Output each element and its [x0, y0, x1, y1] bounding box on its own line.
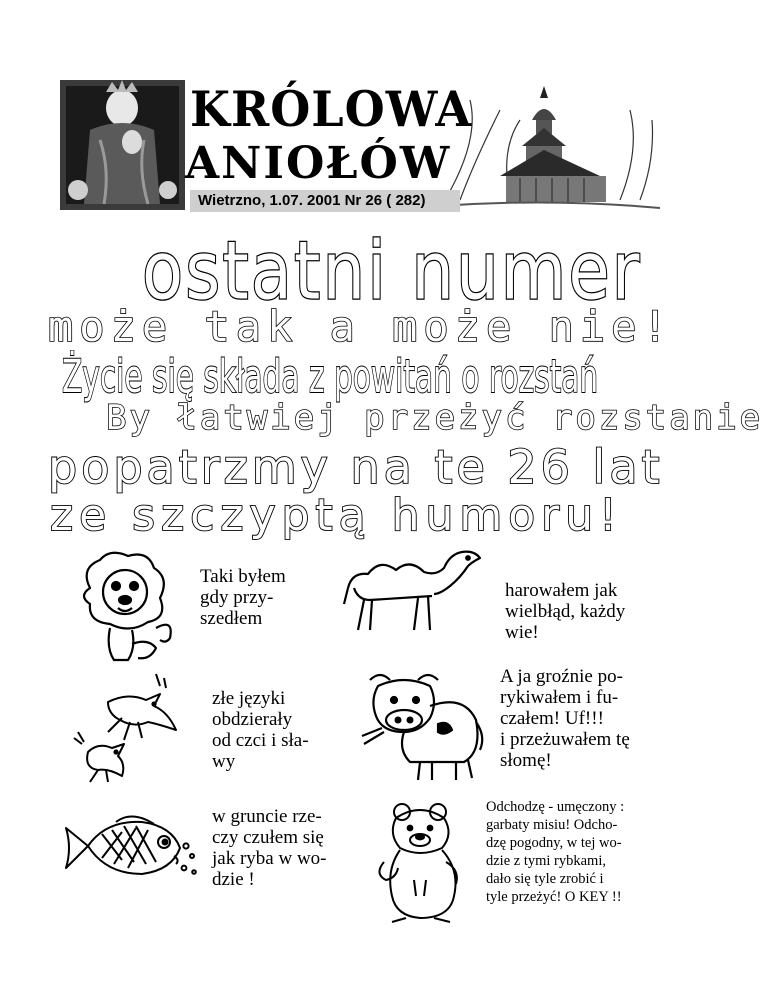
headline-zycie: Życie się składa z powitań o rozstań — [62, 350, 599, 403]
caption-line: A ja groźnie po- — [500, 666, 623, 687]
caption-line: rykiwałem i fu- — [500, 687, 619, 708]
caption-line: jak ryba w wo- — [212, 848, 327, 869]
bear-icon — [376, 800, 472, 924]
issue-date-bar: Wietrzno, 1.07. 2001 Nr 26 ( 282) — [190, 190, 460, 212]
cow-icon — [360, 666, 490, 784]
caption-line: dało się tyle zrobić i — [486, 871, 604, 887]
caption-line: gdy przy- — [200, 587, 274, 608]
caption-line: garbaty misiu! Odcho- — [486, 817, 618, 833]
lion-caption — [200, 566, 286, 629]
headline-ostatni-numer: ostatni numer — [142, 226, 642, 319]
headline-popatrzmy: popatrzmy na te 26 lat — [48, 440, 664, 494]
caption-line: wie! — [505, 622, 539, 643]
caption-line: czy czułem się — [212, 827, 324, 848]
camel-icon — [340, 544, 490, 634]
fish-icon — [62, 812, 202, 888]
caption-line: dzie ! — [212, 869, 255, 890]
bear-caption — [486, 798, 624, 906]
headline-ze-szczypta: ze szczyptą humoru! — [50, 490, 623, 541]
caption-line: dzie z tymi rybkami, — [486, 853, 606, 869]
caption-line: od czci i sła- — [212, 730, 309, 751]
cow-caption — [500, 666, 630, 771]
caption-line: harowałem jak — [505, 580, 618, 601]
birds-caption — [212, 688, 309, 772]
masthead-title-line1: KRÓLOWA — [190, 80, 473, 138]
headline-by-latwiej: By łatwiej przeżyć rozstanie — [106, 398, 764, 438]
headline-moze-tak: może tak a może nie! — [48, 302, 674, 351]
caption-line: słomę! — [500, 750, 552, 771]
caption-line: obdzierały — [212, 709, 293, 730]
caption-line: Taki byłem — [200, 566, 286, 587]
church-image — [440, 80, 660, 215]
masthead-title-line2: ANIOŁÓW — [185, 138, 452, 189]
caption-line: tyle przeżyć! O KEY !! — [486, 889, 622, 905]
caption-line: i przeżuwałem tę — [500, 729, 630, 750]
caption-line: Odchodzę - umęczony : — [486, 799, 625, 815]
caption-line: wy — [212, 751, 236, 772]
lion-icon — [70, 548, 180, 666]
camel-caption — [505, 580, 625, 643]
fish-caption — [212, 806, 327, 890]
birds-icon — [68, 672, 192, 784]
caption-line: złe języki — [212, 688, 286, 709]
caption-line: w gruncie rze- — [212, 806, 322, 827]
caption-line: wielbłąd, każdy — [505, 601, 626, 622]
caption-line: dzę pogodny, w tej wo- — [486, 835, 622, 851]
caption-line: czałem! Uf!!! — [500, 708, 604, 729]
caption-line: szedłem — [200, 608, 263, 629]
madonna-image — [60, 80, 185, 210]
